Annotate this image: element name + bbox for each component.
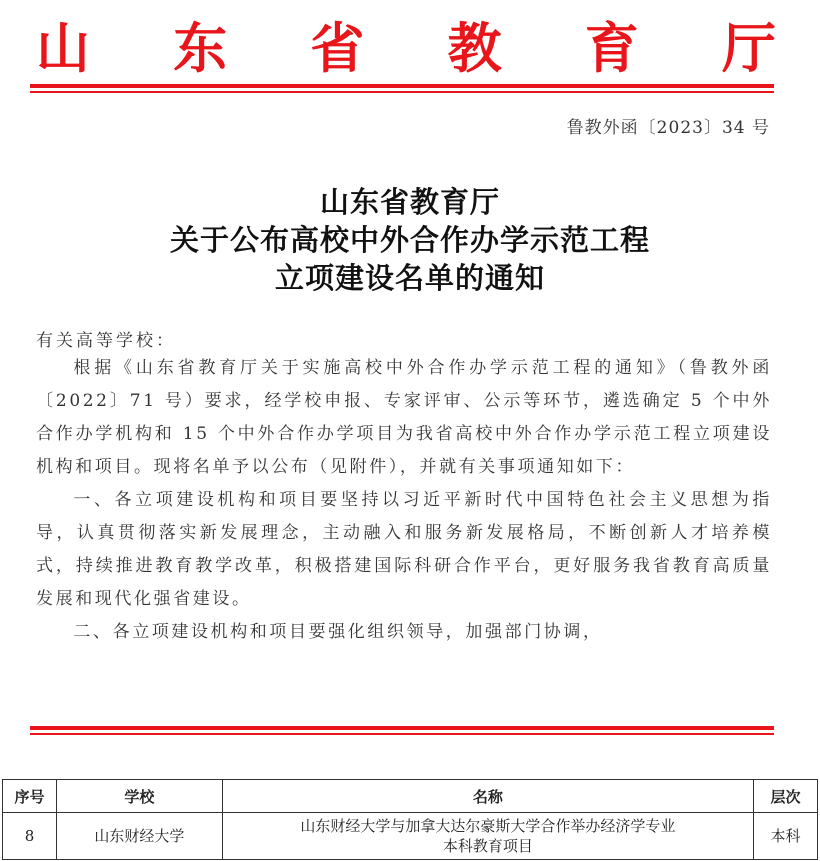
masthead-divider xyxy=(30,84,774,88)
masthead-char: 省 xyxy=(310,16,365,80)
masthead-char: 教 xyxy=(447,16,502,80)
salutation: 有关高等学校： xyxy=(36,331,176,351)
table-row xyxy=(3,813,818,860)
masthead-char: 育 xyxy=(584,16,639,80)
header-name: 名称 xyxy=(222,780,753,813)
title-line-3: 立项建设名单的通知 xyxy=(274,261,545,295)
cell-name xyxy=(222,813,753,860)
header-school: 学校 xyxy=(56,780,222,813)
cell-level: 本科 xyxy=(754,813,818,860)
masthead-divider-thin xyxy=(30,91,774,93)
header-index: 序号 xyxy=(3,780,57,813)
masthead-char: 厅 xyxy=(721,16,776,80)
title-line-2: 关于公布高校中外合作办学示范工程 xyxy=(169,223,650,257)
paragraph: 二、各立项建设机构和项目要强化组织领导，加强部门协调， xyxy=(73,622,603,642)
title-line-1: 山东省教育厅 xyxy=(319,185,500,219)
footer-divider xyxy=(30,726,774,730)
attachment-table xyxy=(0,779,820,860)
cell-school: 山东财经大学 xyxy=(56,813,222,860)
cell-name-line: 山东财经大学与加拿大达尔豪斯大学合作举办经济学专业 xyxy=(300,817,676,835)
masthead-char: 山 xyxy=(36,16,90,80)
document-number: 鲁教外函〔2023〕34 号 xyxy=(566,118,770,138)
paragraph: 一、各立项建设机构和项目要坚持以习近平新时代中国特色社会主义思想为指导，认真贯彻落实新发展理念，主动融入和服务新发展格局，不断创新人才培养模式，持续推进教育教学改革，积极搭建国际科研合作平台，更好服务我省教育高质量发展和现代化强省建设。 xyxy=(36,490,772,609)
masthead xyxy=(36,18,776,78)
cell-index: 8 xyxy=(3,813,57,860)
masthead-char: 东 xyxy=(173,16,228,80)
cell-name-line: 本科教育项目 xyxy=(442,837,533,855)
footer-divider-thin xyxy=(30,733,774,735)
body-text xyxy=(36,352,772,649)
header-level: 层次 xyxy=(754,780,818,813)
table-header-row xyxy=(3,780,818,813)
paragraph: 根据《山东省教育厅关于实施高校中外合作办学示范工程的通知》（鲁教外函〔2022〕71 号）要求，经学校申报、专家评审、公示等环节，遴选确定 5 个中外合作办学机构和 15 个中外合作办学项目为我省高校中外合作办学示范工程立项建设机构和项目。现将名单予以公布（见附件），并就有关事项通知如下： xyxy=(36,358,772,477)
